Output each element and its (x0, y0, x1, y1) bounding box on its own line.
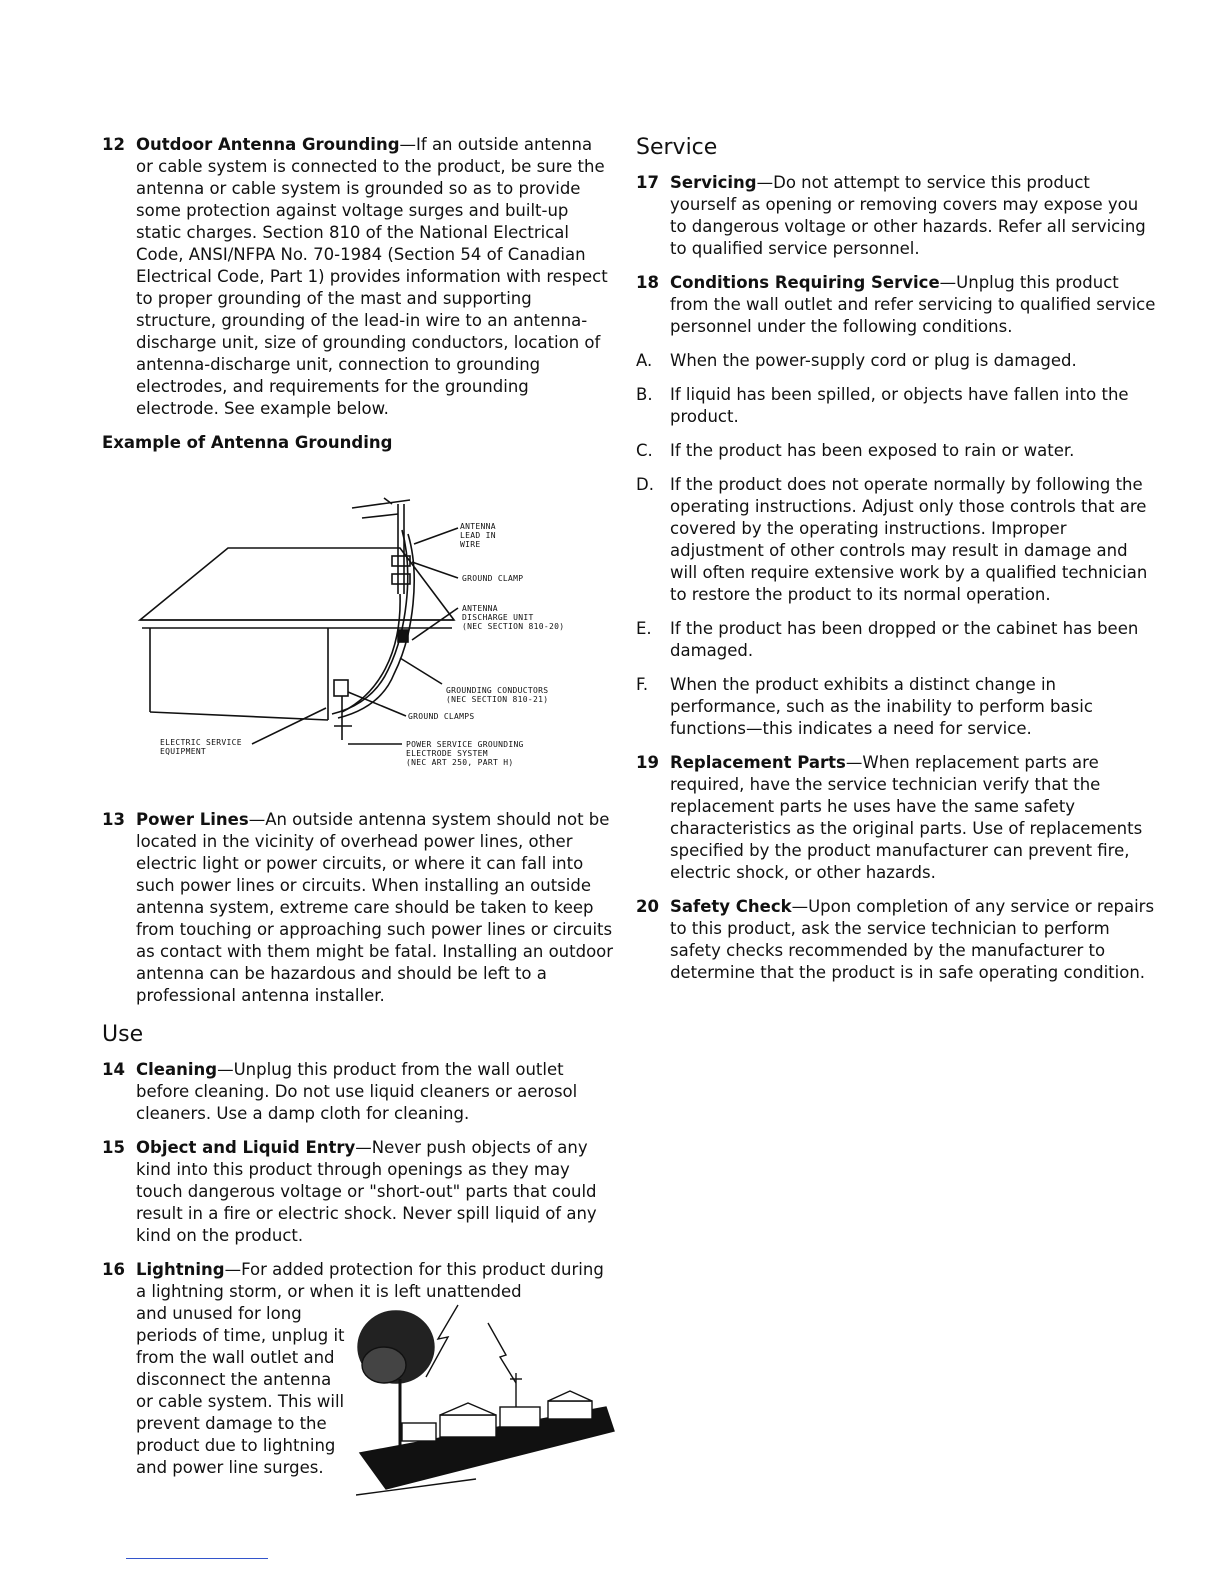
label-ground-clamps: GROUND CLAMPS (408, 712, 475, 721)
item-15-object-liquid-entry (102, 1137, 614, 1247)
figure-title: Example of Antenna Grounding (102, 433, 393, 452)
item-number: 19 (636, 753, 659, 772)
item-text: —Never push objects of any kind into this product through openings as they may touch dangerous voltage or "short-out" parts that could result in a fire or electric shock. Never spill liquid of any kind on the product. (136, 1138, 597, 1245)
item-text: —Do not attempt to service this product yourself as opening or removing covers may expose you to dangerous voltage or other hazards. Refer all servicing to qualified service personnel. (670, 173, 1146, 258)
condition-e: E. If the product has been dropped or the cabinet has been damaged. (636, 619, 1139, 660)
item-label: Lightning (136, 1260, 225, 1279)
item-12-outdoor-antenna-grounding (102, 134, 614, 420)
item-13-power-lines (102, 809, 614, 1007)
antenna-grounding-diagram (102, 464, 614, 809)
condition-d: D. If the product does not operate normally by following the operating instructions. Adjust only those controls that are covered by the operating instructions. Improper adjustment of other controls may result in damage and will often require extensive work by a qualified technician to restore the product to its normal operation. (636, 475, 1148, 604)
label-ground-clamp: GROUND CLAMP (462, 574, 524, 583)
house-antenna-illustration (102, 464, 614, 809)
item-17-servicing (636, 172, 1156, 260)
item-text: —Upon completion of any service or repairs to this product, ask the service technician to perform safety checks recommended by the manufacturer to determine that the product is in safe operating condition. (670, 897, 1155, 982)
item-number: 20 (636, 897, 659, 916)
item-text-continued: and unused for long periods of time, unplug it from the wall outlet and disconnect the antenna or cable system. This will prevent damage to the product due to lightning and power line surges. (136, 1304, 345, 1477)
item-number: 15 (102, 1138, 125, 1157)
item-number: 13 (102, 810, 125, 829)
item-18-conditions-requiring-service (636, 272, 1156, 338)
item-label: Cleaning (136, 1060, 218, 1079)
item-text: —When replacement parts are required, have the service technician verify that the replacement parts he uses have the same safety characteristics as the original parts. Use of replacements specified by the product manufacturer can prevent fire, electric shock, or other hazards. (670, 753, 1143, 882)
label-grounding-conductors: GROUNDING CONDUCTORS (NEC SECTION 810-21) (446, 686, 549, 704)
section-heading-use: Use (102, 1022, 144, 1047)
item-text: —Unplug this product from the wall outlet and refer servicing to qualified service personnel under the following conditions. (670, 273, 1156, 336)
item-number: 12 (102, 135, 125, 154)
item-16-lightning (102, 1259, 614, 1479)
item-label: Outdoor Antenna Grounding (136, 135, 400, 154)
left-column (102, 134, 614, 1491)
item-text: —Unplug this product from the wall outlet before cleaning. Do not use liquid cleaners or aerosol cleaners. Use a damp cloth for cleaning. (136, 1060, 578, 1123)
item-number: 14 (102, 1060, 125, 1079)
item-number: 16 (102, 1260, 125, 1279)
label-discharge-unit: ANTENNA DISCHARGE UNIT (NEC SECTION 810-20) (462, 604, 565, 631)
item-label: Servicing (670, 173, 757, 192)
condition-f: F. When the product exhibits a distinct change in performance, such as the inability to perform basic functions—this indicates a need for service. (636, 675, 1093, 738)
item-label: Replacement Parts (670, 753, 846, 772)
footer-rule (126, 1558, 268, 1559)
condition-b: B. If liquid has been spilled, or objects have fallen into the product. (636, 385, 1129, 426)
section-heading-service: Service (636, 135, 718, 160)
item-label: Power Lines (136, 810, 249, 829)
item-20-safety-check (636, 896, 1156, 984)
item-label: Safety Check (670, 897, 792, 916)
condition-a: A. When the power-supply cord or plug is damaged. (636, 351, 1077, 370)
item-number: 17 (636, 173, 659, 192)
item-text: —If an outside antenna or cable system is connected to the product, be sure the antenna or cable system is grounded so as to provide some protection against voltage surges and built-up static charges. Section 810 of the National Electrical Code, ANSI/NFPA No. 70-1984 (Section 54 of Canadian Electrical Code, Part 1) provides information with respect to proper grounding of the mast and supporting structure, grounding of the lead-in wire to an antenna-discharge unit, size of grounding conductors, location of antenna-discharge unit, connection to grounding electrodes, and requirements for the grounding electrode. See example below. (136, 135, 608, 418)
condition-c: C. If the product has been exposed to rain or water. (636, 441, 1075, 460)
lightning-house-illustration (356, 1303, 616, 1503)
right-column (636, 134, 1156, 996)
item-text: —An outside antenna system should not be located in the vicinity of overhead power lines, other electric light or power circuits, or where it can fall into such power lines or circuits. When installing an outside antenna system, extreme care should be taken to keep from touching or approaching such power lines or circuits as contact with them might be fatal. Installing an outdoor antenna can be hazardous and should be left to a professional antenna installer. (136, 810, 614, 1005)
item-number: 18 (636, 273, 659, 292)
item-14-cleaning (102, 1059, 614, 1125)
label-electric-service: ELECTRIC SERVICE EQUIPMENT (160, 738, 242, 756)
item-text: —For added protection for this product during a lightning storm, or when it is left unattended (136, 1260, 604, 1301)
item-19-replacement-parts (636, 752, 1156, 884)
label-power-service: POWER SERVICE GROUNDING ELECTRODE SYSTEM (NEC ART 250, PART H) (406, 740, 524, 767)
item-label: Conditions Requiring Service (670, 273, 940, 292)
label-antenna-lead-in: ANTENNA LEAD IN WIRE (460, 522, 496, 549)
item-label: Object and Liquid Entry (136, 1138, 356, 1157)
